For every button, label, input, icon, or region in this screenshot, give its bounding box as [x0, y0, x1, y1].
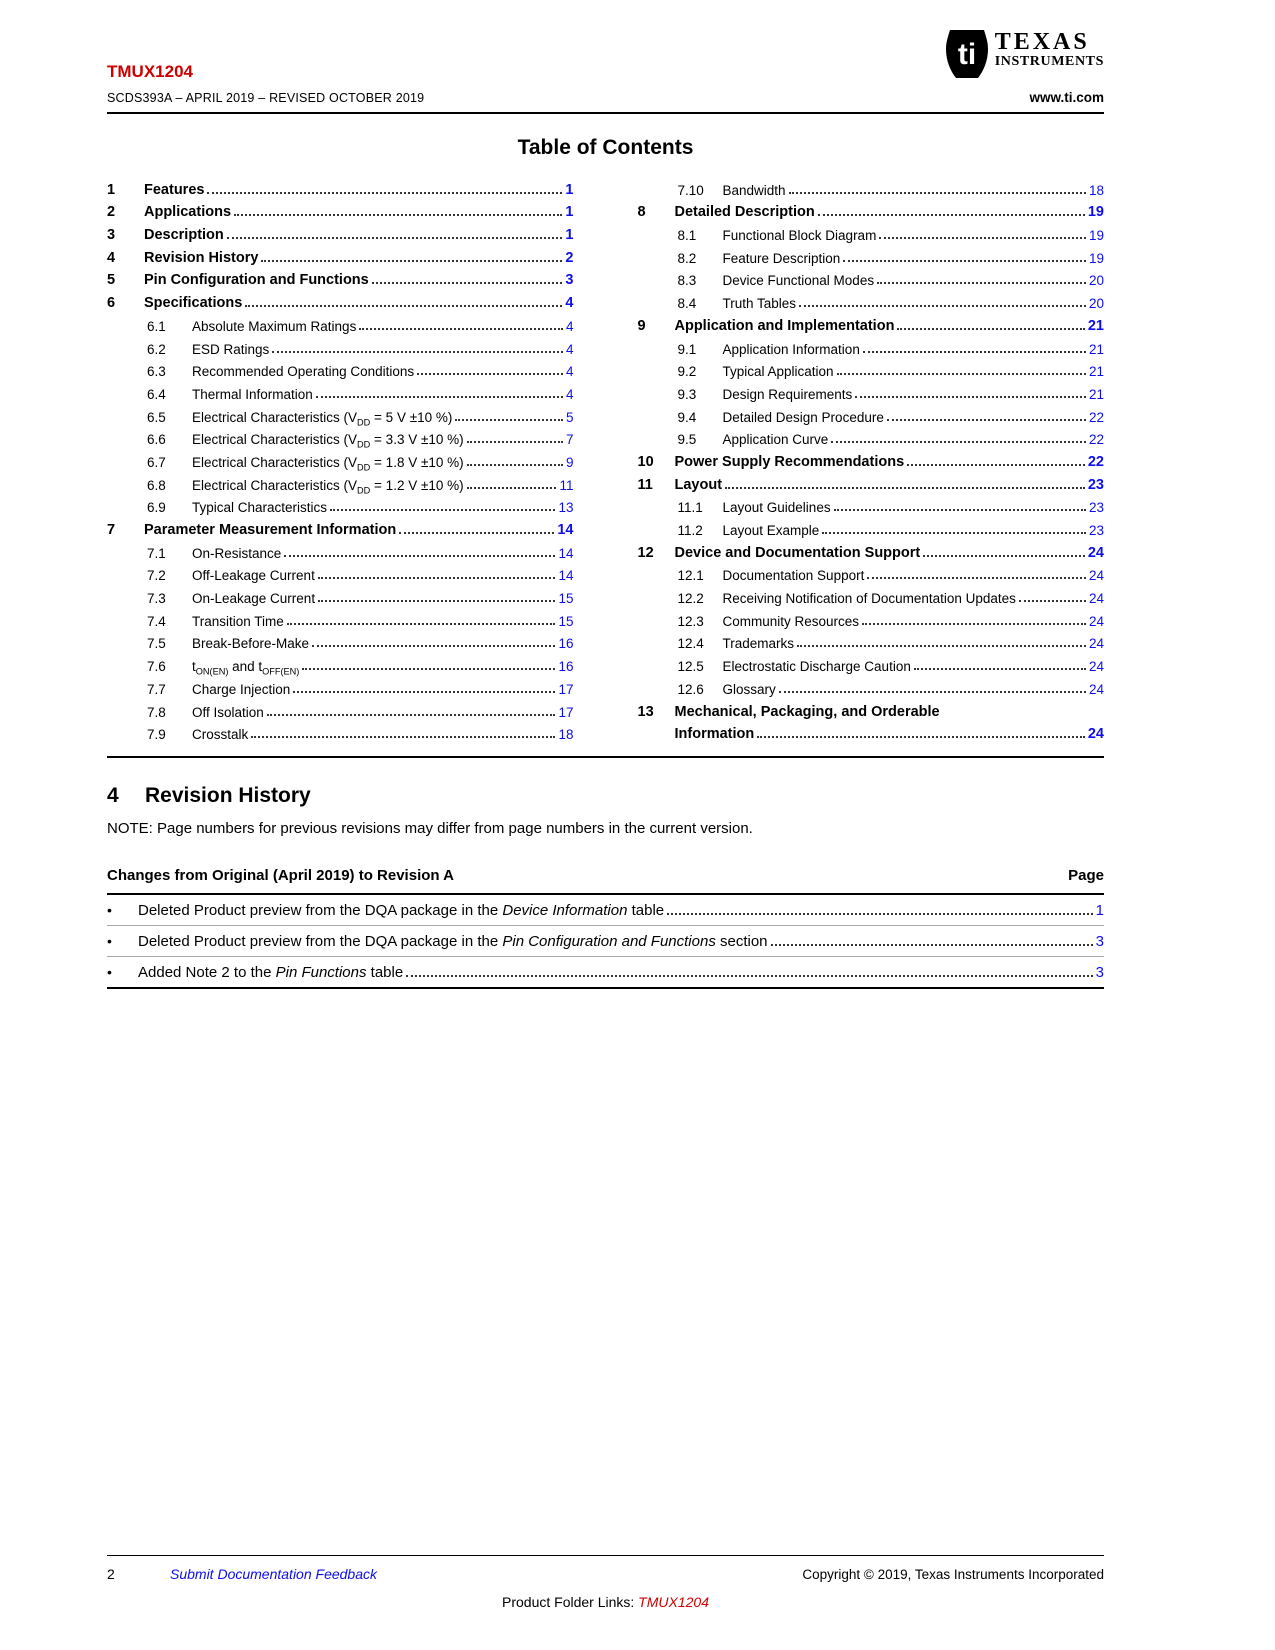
toc-entry-number: 7.9 — [147, 727, 166, 743]
toc-entry-number: 7.7 — [147, 681, 166, 697]
svg-text:ti: ti — [957, 38, 976, 71]
toc-entry-number: 8.3 — [677, 273, 697, 289]
toc-page-link[interactable]: 11 — [559, 477, 574, 493]
toc-dot-leader — [789, 192, 1086, 194]
toc-entry-title: Transition Time — [192, 613, 284, 629]
toc-entry-title: Off Isolation — [192, 704, 264, 720]
toc-page-link[interactable]: 23 — [1088, 523, 1104, 538]
toc-entry[interactable] — [638, 720, 1105, 743]
toc-page-link[interactable]: 21 — [1088, 341, 1104, 357]
toc-dot-leader — [897, 328, 1084, 330]
toc-entry-title: Application Curve — [722, 432, 829, 448]
revision-change-text: Added Note 2 to the Pin Functions table — [138, 964, 404, 982]
toc-entry[interactable] — [107, 357, 574, 380]
toc-entry-number: 7.4 — [147, 613, 166, 629]
toc-entry[interactable] — [638, 470, 1105, 493]
revision-row — [107, 895, 1104, 926]
toc-dot-leader — [863, 351, 1086, 353]
toc-entry-title: Power Supply Recommendations — [674, 453, 905, 470]
toc-page-link[interactable]: 18 — [558, 727, 574, 743]
toc-entry-title: Features — [144, 181, 205, 198]
toc-entry-title: Parameter Measurement Information — [144, 522, 397, 538]
toc-dot-leader — [797, 645, 1086, 647]
toc-entry[interactable] — [107, 493, 574, 516]
ti-logo — [946, 30, 1104, 78]
revision-change-text: Deleted Product preview from the DQA package in the Device Information table — [138, 902, 665, 920]
toc-entry[interactable] — [638, 515, 1105, 538]
toc-page-link[interactable]: 5 — [565, 409, 574, 425]
toc-page-link[interactable]: 22 — [1088, 432, 1104, 448]
toc-entry[interactable] — [638, 357, 1105, 380]
toc-dot-leader — [318, 600, 555, 602]
toc-entry-number: 12.1 — [677, 568, 704, 584]
toc-entry-title: Revision History — [144, 249, 259, 266]
toc-entry-number: 6.2 — [147, 341, 166, 357]
toc-dot-leader — [287, 623, 556, 625]
toc-entry-number: 9.3 — [677, 386, 697, 402]
toc-page-link[interactable]: 22 — [1088, 409, 1104, 425]
toc-entry-title: Electrostatic Discharge Caution — [722, 659, 911, 675]
toc-entry-number: 7.1 — [147, 545, 166, 561]
toc-entry-number: 8.2 — [677, 250, 697, 266]
revision-dot-leader — [667, 913, 1093, 915]
toc-entry-number: 6.5 — [147, 409, 166, 425]
toc-entry-number: 12.6 — [677, 681, 704, 697]
website-link[interactable]: www.ti.com — [1029, 90, 1104, 105]
toc-page-link[interactable]: 1 — [565, 204, 574, 221]
revision-note: NOTE: Page numbers for previous revisions may differ from page numbers in the current version. — [107, 820, 753, 838]
toc-page-link[interactable]: 21 — [1088, 364, 1104, 380]
toc-entry-title: Layout — [674, 476, 723, 493]
toc-page-link[interactable]: 4 — [565, 318, 574, 334]
toc-entry[interactable] — [638, 606, 1105, 629]
toc-entry-number: 13 — [637, 703, 654, 720]
toc-entry-number: 6.4 — [147, 386, 166, 402]
toc-page-link[interactable]: 24 — [1087, 544, 1104, 561]
toc-dot-leader — [725, 487, 1085, 489]
toc-dot-leader — [467, 464, 563, 466]
toc-entry-title: $t_{ON(EN)}$ and $t_{OFF(EN)}$ — [192, 659, 300, 677]
toc-page-link[interactable]: 17 — [558, 704, 574, 720]
toc-entry-number: 1 — [107, 181, 116, 198]
toc-dot-leader — [359, 328, 563, 330]
toc-entry-number: 12.4 — [677, 636, 704, 652]
toc-page-link[interactable]: 3 — [565, 272, 574, 289]
toc-entry-number: 6.9 — [147, 500, 166, 516]
revision-change-text: Deleted Product preview from the DQA package in the Pin Configuration and Functions section — [138, 933, 768, 951]
ti-wordmark — [995, 30, 1104, 70]
revision-row-bullet: • — [107, 933, 112, 950]
toc-entry[interactable] — [638, 538, 1105, 561]
toc-entry-title: Application Information — [722, 341, 860, 357]
toc-dot-leader — [372, 282, 563, 284]
toc-entry[interactable] — [107, 470, 574, 496]
toc-entry[interactable] — [638, 220, 1105, 243]
toc-entry[interactable] — [638, 425, 1105, 448]
toc-entry-number: 9.5 — [677, 432, 697, 448]
toc-dot-leader — [234, 214, 562, 216]
toc-entry-title: On-Resistance — [192, 545, 282, 561]
toc-entry-number: 12.2 — [677, 591, 704, 607]
toc-entry-number: 7.5 — [147, 636, 166, 652]
toc-entry-number: 11.2 — [677, 523, 703, 538]
toc-entry-title: Device and Documentation Support — [674, 544, 921, 561]
toc-entry[interactable] — [638, 334, 1105, 357]
toc-entry-number: 7.10 — [677, 182, 704, 198]
toc-entry[interactable] — [107, 334, 574, 357]
toc-entry-title: Description — [144, 227, 224, 244]
revision-table-rows — [107, 895, 1104, 989]
toc-page-link[interactable]: 24 — [1088, 636, 1104, 652]
toc-entry[interactable] — [107, 720, 574, 743]
ti-wordmark-line1: TEXAS — [994, 29, 1090, 55]
toc-entry-number: 4 — [107, 249, 116, 266]
toc-entry-number: 11.1 — [677, 500, 703, 516]
toc-entry[interactable] — [638, 288, 1105, 311]
toc-entry-number: 7 — [107, 522, 116, 538]
toc-entry-title: Functional Block Diagram — [722, 228, 877, 244]
toc-page-link[interactable]: 24 — [1087, 726, 1104, 743]
toc-page-link[interactable]: 9 — [565, 454, 574, 470]
revision-row-bullet: • — [107, 902, 112, 919]
header-rule — [107, 112, 1104, 114]
toc-dot-leader — [887, 419, 1086, 421]
toc-entry[interactable] — [107, 651, 574, 677]
toc-entry[interactable] — [638, 198, 1105, 221]
toc-entry-title: Applications — [144, 204, 232, 221]
toc-entry-title: Crosstalk — [192, 727, 249, 743]
toc-right-column — [638, 175, 1105, 742]
toc-left-column — [107, 175, 574, 742]
header-left — [107, 62, 424, 105]
toc-dot-leader — [316, 396, 563, 398]
toc-entry-title: Electrical Characteristics ($V_{DD} = 5$ V ±10 %) — [192, 409, 453, 428]
toc-entry-title: Recommended Operating Conditions — [192, 364, 415, 380]
toc-page-link[interactable]: 24 — [1088, 681, 1104, 697]
toc-entry[interactable] — [638, 243, 1105, 266]
toc-entry-title: Electrical Characteristics ($V_{DD} = 1.8$ V ±10 %) — [192, 454, 464, 473]
toc-entry-number: 6.8 — [147, 477, 166, 493]
page-footer — [107, 1555, 1104, 1610]
toc-entry-title: Absolute Maximum Ratings — [192, 318, 357, 334]
toc-entry-title: Layout Guidelines — [722, 500, 831, 516]
toc-page-link[interactable]: 17 — [558, 681, 574, 697]
toc-dot-leader — [284, 555, 555, 557]
toc-dot-leader — [227, 237, 563, 239]
toc-page-link[interactable]: 24 — [1088, 659, 1104, 675]
toc-page-link[interactable]: 15 — [558, 613, 574, 629]
toc-entry-title: Device Functional Modes — [722, 273, 875, 289]
toc-page-link[interactable]: 19 — [1087, 204, 1104, 221]
ti-wordmark-line2: INSTRUMENTS — [994, 54, 1104, 70]
toc-dot-leader — [272, 351, 563, 353]
toc-dot-leader — [330, 509, 555, 511]
toc-dot-leader — [757, 736, 1085, 738]
toc-dot-leader — [251, 736, 555, 738]
toc-entry[interactable] — [107, 561, 574, 584]
toc-page-link[interactable]: 14 — [558, 568, 574, 584]
toc-page-link[interactable]: 16 — [558, 659, 574, 675]
toc-page-link[interactable]: 7 — [565, 432, 574, 448]
toc-page-link[interactable]: 24 — [1088, 613, 1104, 629]
toc-page-link[interactable]: 14 — [558, 545, 574, 561]
product-folder-link[interactable]: TMUX1204 — [638, 1594, 709, 1610]
toc-entry-number: 6.7 — [147, 454, 166, 470]
toc-entry[interactable] — [638, 674, 1105, 697]
toc-entry[interactable] — [107, 288, 574, 311]
toc-dot-leader — [855, 396, 1086, 398]
toc-dot-leader — [834, 509, 1086, 511]
toc-entry-number: 8 — [637, 204, 646, 221]
toc-dot-leader — [467, 441, 563, 443]
toc-entry-title: Application and Implementation — [674, 317, 895, 334]
toc-entry-number: 2 — [107, 204, 116, 221]
toc-dot-leader — [779, 691, 1086, 693]
revision-changes-label: Changes from Original (April 2019) to Revision A — [107, 867, 455, 885]
toc-dot-leader — [318, 577, 556, 579]
table-of-contents — [107, 175, 1104, 742]
toc-entry[interactable] — [107, 425, 574, 448]
header-right — [946, 30, 1104, 105]
toc-entry-number: 11 — [637, 476, 653, 493]
revision-page-label: Page — [1068, 867, 1104, 885]
toc-entry-number: 12.3 — [677, 613, 704, 629]
toc-entry[interactable] — [107, 538, 574, 561]
toc-entry-title: Receiving Notification of Documentation Updates — [722, 591, 1016, 607]
toc-dot-leader — [417, 373, 563, 375]
toc-entry-title: Off-Leakage Current — [192, 568, 315, 584]
toc-entry-number: 8.1 — [677, 228, 697, 244]
toc-bottom-rule — [107, 756, 1104, 758]
submit-feedback-link[interactable]: Submit Documentation Feedback — [170, 1566, 377, 1582]
revision-page-link[interactable]: 1 — [1095, 902, 1104, 920]
toc-entry[interactable] — [638, 583, 1105, 606]
toc-entry-number: 6.1 — [147, 318, 166, 334]
toc-entry-title: Truth Tables — [722, 296, 797, 312]
toc-dot-leader — [862, 623, 1086, 625]
toc-entry-title: On-Leakage Current — [192, 591, 316, 607]
toc-entry[interactable] — [638, 175, 1105, 198]
toc-entry[interactable] — [638, 402, 1105, 425]
toc-entry[interactable] — [107, 583, 574, 606]
toc-dot-leader — [818, 214, 1085, 216]
toc-entry-number: 9.2 — [677, 364, 697, 380]
toc-entry[interactable] — [638, 629, 1105, 652]
toc-entry-title: Typical Application — [722, 364, 834, 380]
revision-row-bullet: • — [107, 964, 112, 981]
toc-entry-title: Information — [674, 726, 755, 743]
toc-entry-number: 9 — [637, 317, 646, 334]
toc-entry-number: 5 — [107, 272, 116, 289]
toc-entry[interactable] — [107, 198, 574, 221]
toc-page-link[interactable]: 19 — [1088, 228, 1104, 244]
toc-entry-title: Electrical Characteristics ($V_{DD} = 1.2$ V ±10 %) — [192, 477, 464, 496]
toc-dot-leader — [455, 419, 563, 421]
part-number-link[interactable]: TMUX1204 — [107, 62, 193, 81]
toc-page-link[interactable]: 2 — [565, 249, 574, 266]
toc-entry-title: Specifications — [144, 295, 243, 312]
footer-line — [107, 1566, 1104, 1582]
toc-entry-title: Layout Example — [722, 523, 820, 538]
toc-entry[interactable] — [638, 651, 1105, 674]
revision-heading-number: 4 — [107, 784, 119, 808]
toc-entry-title: ESD Ratings — [192, 341, 270, 357]
product-folder-line — [107, 1594, 1104, 1610]
toc-dot-leader — [843, 260, 1086, 262]
toc-entry-title: Pin Configuration and Functions — [144, 272, 369, 289]
toc-dot-leader — [799, 305, 1086, 307]
toc-entry[interactable] — [107, 243, 574, 266]
toc-entry-number: 12 — [637, 544, 654, 561]
toc-entry-title: Detailed Design Procedure — [722, 409, 884, 425]
toc-dot-leader — [207, 192, 562, 194]
document-number: SCDS393A – APRIL 2019 – REVISED OCTOBER 2019 — [107, 91, 425, 105]
toc-entry-title: Bandwidth — [722, 182, 786, 198]
toc-entry-title: Mechanical, Packaging, and Orderable — [674, 703, 940, 720]
toc-dot-leader — [1019, 600, 1086, 602]
toc-page-link[interactable]: 21 — [1087, 317, 1104, 334]
footer-rule — [107, 1555, 1104, 1556]
toc-page-link[interactable]: 15 — [558, 591, 574, 607]
toc-dot-leader — [399, 532, 554, 534]
toc-entry-title: Feature Description — [722, 250, 841, 266]
toc-entry[interactable] — [638, 697, 1105, 720]
revision-dot-leader — [771, 944, 1093, 946]
toc-entry-number: 9.4 — [677, 409, 697, 425]
toc-entry-number: 7.3 — [147, 591, 166, 607]
toc-entry-title: Glossary — [722, 681, 776, 697]
toc-dot-leader — [914, 668, 1086, 670]
toc-entry-title: Thermal Information — [192, 386, 313, 402]
toc-entry[interactable] — [107, 175, 574, 198]
toc-page-link[interactable]: 19 — [1088, 250, 1104, 266]
toc-entry[interactable] — [638, 561, 1105, 584]
toc-page-link[interactable]: 1 — [565, 227, 574, 244]
toc-entry-title: Detailed Description — [674, 204, 815, 221]
footer-page-number: 2 — [107, 1566, 115, 1582]
toc-entry[interactable] — [107, 697, 574, 720]
toc-dot-leader — [923, 555, 1085, 557]
revision-heading-title: Revision History — [145, 784, 311, 808]
toc-entry[interactable] — [638, 379, 1105, 402]
toc-page-link[interactable]: 20 — [1088, 296, 1104, 312]
page-header — [107, 0, 1104, 105]
toc-page-link[interactable]: 16 — [558, 636, 574, 652]
toc-page-link[interactable]: 23 — [1087, 476, 1104, 493]
toc-dot-leader — [293, 691, 555, 693]
toc-dot-leader — [261, 260, 562, 262]
toc-page-link[interactable]: 4 — [565, 295, 574, 312]
toc-entry[interactable] — [107, 606, 574, 629]
toc-entry[interactable] — [638, 311, 1105, 334]
toc-page-link[interactable]: 14 — [557, 522, 574, 538]
toc-entry-title: Charge Injection — [192, 681, 291, 697]
toc-entry[interactable] — [107, 311, 574, 334]
toc-page-link[interactable]: 13 — [558, 500, 574, 516]
toc-dot-leader — [822, 532, 1086, 534]
toc-entry-title: Documentation Support — [722, 568, 865, 584]
toc-dot-leader — [877, 282, 1086, 284]
toc-entry-number: 9.1 — [677, 341, 697, 357]
toc-entry-number: 3 — [107, 227, 116, 244]
toc-entry-number: 6.3 — [147, 364, 166, 380]
toc-entry[interactable] — [107, 266, 574, 289]
toc-dot-leader — [467, 487, 557, 489]
toc-dot-leader — [837, 373, 1086, 375]
toc-dot-leader — [245, 305, 562, 307]
toc-page-link[interactable]: 21 — [1088, 386, 1104, 402]
toc-entry[interactable] — [107, 220, 574, 243]
toc-entry-number: 6 — [107, 295, 116, 312]
toc-entry-number: 10 — [637, 453, 654, 470]
revision-dot-leader — [406, 975, 1092, 977]
product-folder-label: Product Folder Links: — [502, 1594, 639, 1610]
toc-entry-number: 6.6 — [147, 432, 166, 448]
toc-page-link[interactable]: 4 — [565, 364, 574, 380]
revision-history-heading — [107, 784, 1104, 808]
toc-page-link[interactable]: 24 — [1088, 568, 1104, 584]
copyright-text: Copyright © 2019, Texas Instruments Incorporated — [802, 1567, 1104, 1582]
toc-entry-number: 8.4 — [677, 296, 697, 312]
toc-dot-leader — [831, 441, 1086, 443]
toc-dot-leader — [312, 645, 555, 647]
toc-entry-title: Break-Before-Make — [192, 636, 310, 652]
toc-page-link[interactable]: 24 — [1088, 591, 1104, 607]
toc-entry-number: 7.2 — [147, 568, 166, 584]
toc-entry[interactable] — [107, 515, 574, 538]
toc-dot-leader — [867, 577, 1086, 579]
toc-entry-title: Community Resources — [722, 613, 860, 629]
toc-entry-number: 7.6 — [147, 659, 166, 675]
revision-row — [107, 926, 1104, 957]
revision-table-header — [107, 867, 1104, 884]
revision-row — [107, 957, 1104, 987]
toc-page-link[interactable]: 18 — [1088, 182, 1104, 198]
toc-entry-title: Typical Characteristics — [192, 500, 328, 516]
toc-page-link[interactable]: 23 — [1088, 500, 1104, 516]
toc-entry[interactable] — [107, 629, 574, 652]
toc-dot-leader — [907, 464, 1085, 466]
toc-page-link[interactable]: 4 — [565, 341, 574, 357]
toc-page-link[interactable]: 22 — [1087, 453, 1104, 470]
toc-page-link[interactable]: 1 — [565, 181, 574, 198]
toc-entry[interactable] — [638, 493, 1105, 516]
toc-dot-leader — [879, 237, 1086, 239]
toc-entry-number: 7.8 — [147, 704, 166, 720]
toc-title: Table of Contents — [517, 136, 694, 159]
toc-entry-title: Trademarks — [722, 636, 795, 652]
toc-dot-leader — [302, 668, 555, 670]
toc-page-link[interactable]: 4 — [565, 386, 574, 402]
toc-page-link[interactable]: 20 — [1088, 273, 1104, 289]
toc-entry[interactable] — [107, 379, 574, 402]
toc-entry[interactable] — [107, 447, 574, 473]
toc-entry[interactable] — [638, 447, 1105, 470]
toc-entry-number: 12.5 — [677, 659, 704, 675]
toc-entry-title: Design Requirements — [722, 386, 853, 402]
toc-entry[interactable] — [638, 266, 1105, 289]
toc-entry[interactable] — [107, 402, 574, 428]
toc-entry[interactable] — [107, 674, 574, 697]
ti-logo-icon — [946, 30, 988, 78]
toc-dot-leader — [267, 714, 556, 716]
revision-page-link[interactable]: 3 — [1095, 933, 1104, 951]
revision-page-link[interactable]: 3 — [1095, 964, 1104, 982]
toc-entry-title: Electrical Characteristics ($V_{DD} = 3.3$ V ±10 %) — [192, 432, 464, 450]
